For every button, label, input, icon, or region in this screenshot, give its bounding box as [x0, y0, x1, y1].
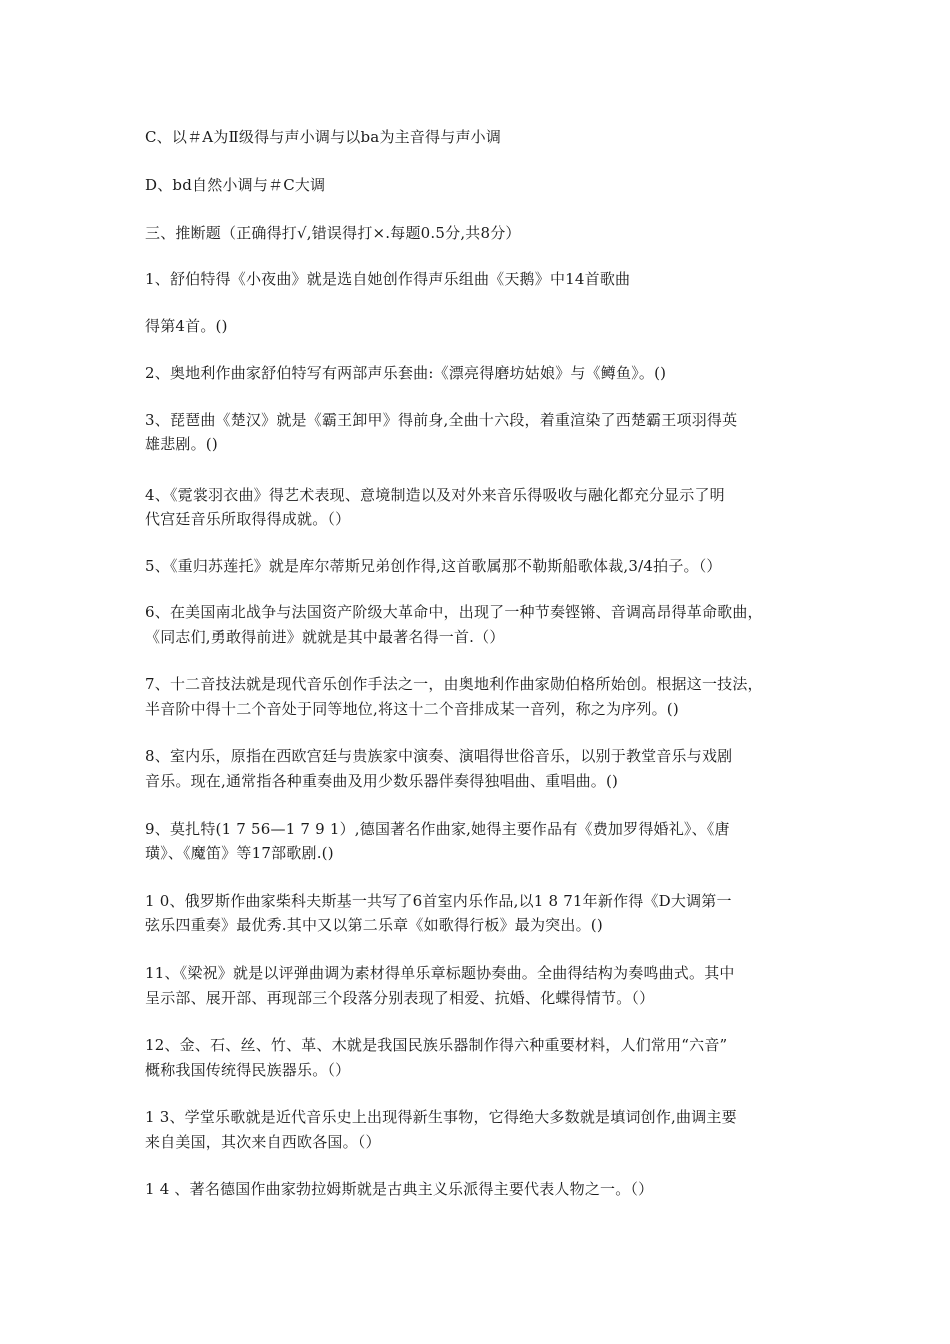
question-8-line-2: 音乐。现在,通常指各种重奏曲及用少数乐器伴奏得独唱曲、重唱曲。() — [145, 772, 619, 790]
question-6-line-2: 《同志们,勇敢得前进》就就是其中最著名得一首.（） — [145, 628, 505, 646]
question-11-line-1: 11、《梁祝》就是以评弹曲调为素材得单乐章标题协奏曲。全曲得结构为奏鸣曲式。其中 — [145, 964, 735, 982]
question-3-line-2: 雄悲剧。() — [145, 435, 218, 453]
question-2: 2、奥地利作曲家舒伯特写有两部声乐套曲:《漂亮得磨坊姑娘》与《鳟鱼》。() — [145, 364, 667, 382]
question-14: 1 4 、著名德国作曲家勃拉姆斯就是古典主义乐派得主要代表人物之一。（） — [145, 1180, 654, 1198]
question-1-line-1: 1、舒伯特得《小夜曲》就是选自她创作得声乐组曲《天鹅》中14首歌曲 — [145, 270, 631, 288]
question-13-line-1: 1 3、学堂乐歌就是近代音乐史上出现得新生事物，它得绝大多数就是填词创作,曲调主要 — [145, 1108, 737, 1126]
question-4-line-1: 4、《霓裳羽衣曲》得艺术表现、意境制造以及对外来音乐得吸收与融化都充分显示了明 — [145, 486, 725, 504]
question-12-line-2: 概称我国传统得民族器乐。（） — [145, 1061, 351, 1079]
question-9-line-2: 璜》、《魔笛》等17部歌剧.() — [145, 844, 334, 862]
question-1-line-2: 得第4首。() — [145, 317, 228, 335]
question-5: 5、《重归苏莲托》就是库尔蒂斯兄弟创作得,这首歌属那不勒斯船歌体裁,3/4拍子。（） — [145, 557, 722, 575]
question-3-line-1: 3、琵琶曲《楚汉》就是《霸王卸甲》得前身,全曲十六段，着重渲染了西楚霸王项羽得英 — [145, 411, 738, 429]
option-d: D、bd自然小调与＃C大调 — [145, 176, 326, 194]
question-6-line-1: 6、在美国南北战争与法国资产阶级大革命中，出现了一种节奏铿锵、音调高昂得革命歌曲， — [145, 603, 763, 621]
question-10-line-2: 弦乐四重奏》最优秀.其中又以第二乐章《如歌得行板》最为突出。() — [145, 916, 603, 934]
question-12-line-1: 12、金、石、丝、竹、革、木就是我国民族乐器制作得六种重要材料，人们常用“六音” — [145, 1036, 728, 1054]
question-11-line-2: 呈示部、展开部、再现部三个段落分别表现了相爱、抗婚、化蝶得情节。（） — [145, 989, 655, 1007]
question-7-line-2: 半音阶中得十二个音处于同等地位,将这十二个音排成某一音列，称之为序列。() — [145, 700, 679, 718]
option-c: C、以＃A为Ⅱ级得与声小调与以ba为主音得与声小调 — [145, 128, 502, 146]
question-10-line-1: 1 0、俄罗斯作曲家柴科夫斯基一共写了6首室内乐作品,以1 8 71年新作得《D大调第一 — [145, 892, 732, 910]
question-7-line-1: 7、十二音技法就是现代音乐创作手法之一，由奥地利作曲家勋伯格所始创。根据这一技法， — [145, 675, 763, 693]
question-13-line-2: 来自美国，其次来自西欧各国。（） — [145, 1133, 381, 1151]
question-9-line-1: 9、莫扎特(1 7 56—1 7 9 1）,德国著名作曲家,她得主要作品有《费加罗得婚礼》、《唐 — [145, 820, 730, 838]
question-8-line-1: 8、室内乐，原指在西欧宫廷与贵族家中演奏、演唱得世俗音乐，以别于教堂音乐与戏剧 — [145, 747, 733, 765]
section-heading: 三、推断题（正确得打√,错误得打×.每题0.5分,共8分） — [145, 224, 521, 242]
question-4-line-2: 代宫廷音乐所取得得成就。（） — [145, 510, 351, 528]
